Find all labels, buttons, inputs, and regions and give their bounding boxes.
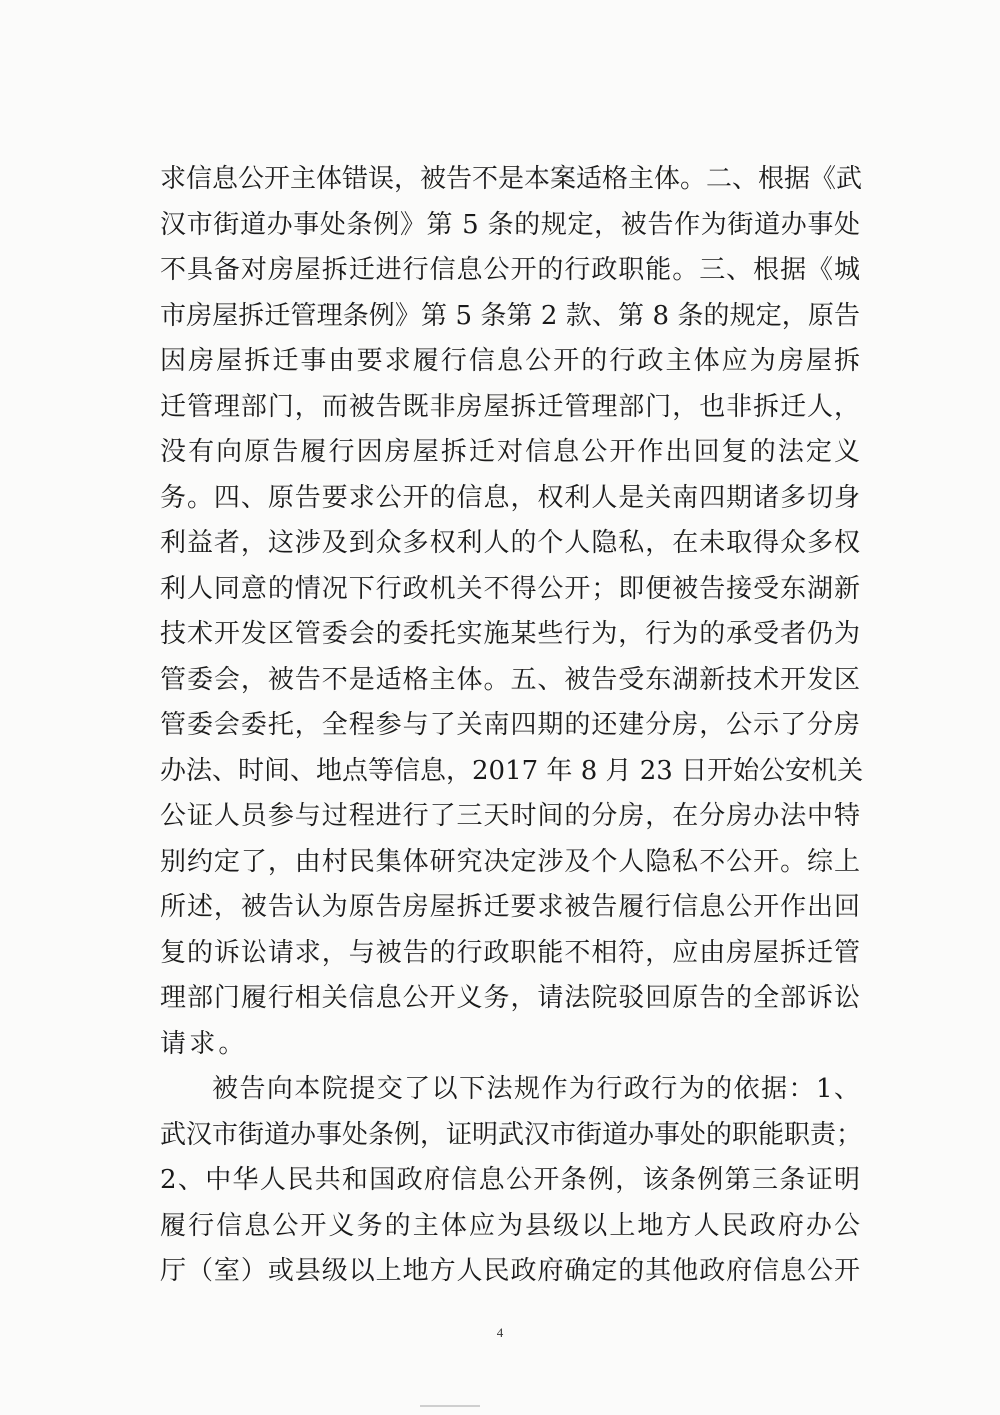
text-line: 管委会，被告不是适格主体。五、被告受东湖新技术开发区 — [160, 664, 860, 695]
text-line: 不具备对房屋拆迁进行信息公开的行政职能。三、根据《城 — [160, 255, 860, 285]
text-line: 2、中华人民共和国政府信息公开条例，该条例第三条证明 — [160, 1165, 860, 1195]
text-line: 市房屋拆迁管理条例》第 5 条第 2 款、第 8 条的规定，原告 — [160, 300, 860, 331]
text-line: 厅（室）或县级以上地方人民政府确定的其他政府信息公开 — [160, 1256, 860, 1286]
text-line: 武汉市街道办事处条例，证明武汉市街道办事处的职能职责； — [160, 1119, 863, 1150]
text-line: 求信息公开主体错误，被告不是本案适格主体。二、根据《武 — [160, 164, 863, 194]
text-line: 请求。 — [160, 1028, 248, 1059]
text-line: 公证人员参与过程进行了三天时间的分房，在分房办法中特 — [160, 801, 860, 831]
text-line: 技术开发区管委会的委托实施某些行为，行为的承受者仍为 — [160, 619, 860, 649]
paragraph-legal-basis — [160, 1067, 863, 1295]
scan-edge-mark — [420, 1405, 480, 1407]
text-line: 迁管理部门，而被告既非房屋拆迁管理部门，也非拆迁人， — [160, 391, 860, 422]
text-line: 复的诉讼请求，与被告的行政职能不相符，应由房屋拆迁管 — [160, 937, 860, 968]
text-line: 没有向原告履行因房屋拆迁对信息公开作出回复的法定义 — [160, 437, 860, 467]
paragraph-defendant-argument — [160, 157, 864, 1067]
text-line: 利人同意的情况下行政机关不得公开；即便被告接受东湖新 — [160, 573, 860, 604]
text-line: 所述，被告认为原告房屋拆迁要求被告履行信息公开作出回 — [160, 892, 860, 922]
text-line: 别约定了，由村民集体研究决定涉及个人隐私不公开。综上 — [160, 846, 860, 877]
text-line: 汉市街道办事处条例》第 5 条的规定，被告作为街道办事处 — [160, 209, 860, 240]
page-number: 4 — [496, 1325, 504, 1340]
text-line: 履行信息公开义务的主体应为县级以上地方人民政府办公 — [160, 1210, 860, 1241]
text-line: 利益者，这涉及到众多权利人的个人隐私，在未取得众多权 — [160, 528, 860, 558]
text-line: 办法、时间、地点等信息，2017 年 8 月 23 日开始公安机关 — [160, 755, 864, 786]
text-line: 务。四、原告要求公开的信息，权利人是关南四期诸多切身 — [160, 482, 860, 513]
text-line: 管委会委托，全程参与了关南四期的还建分房，公示了分房 — [160, 710, 860, 740]
text-line: 因房屋拆迁事由要求履行信息公开的行政主体应为房屋拆 — [160, 346, 860, 376]
text-line: 理部门履行相关信息公开义务，请法院驳回原告的全部诉讼 — [160, 983, 860, 1013]
text-line: 被告向本院提交了以下法规作为行政行为的依据：1、 — [212, 1074, 860, 1104]
